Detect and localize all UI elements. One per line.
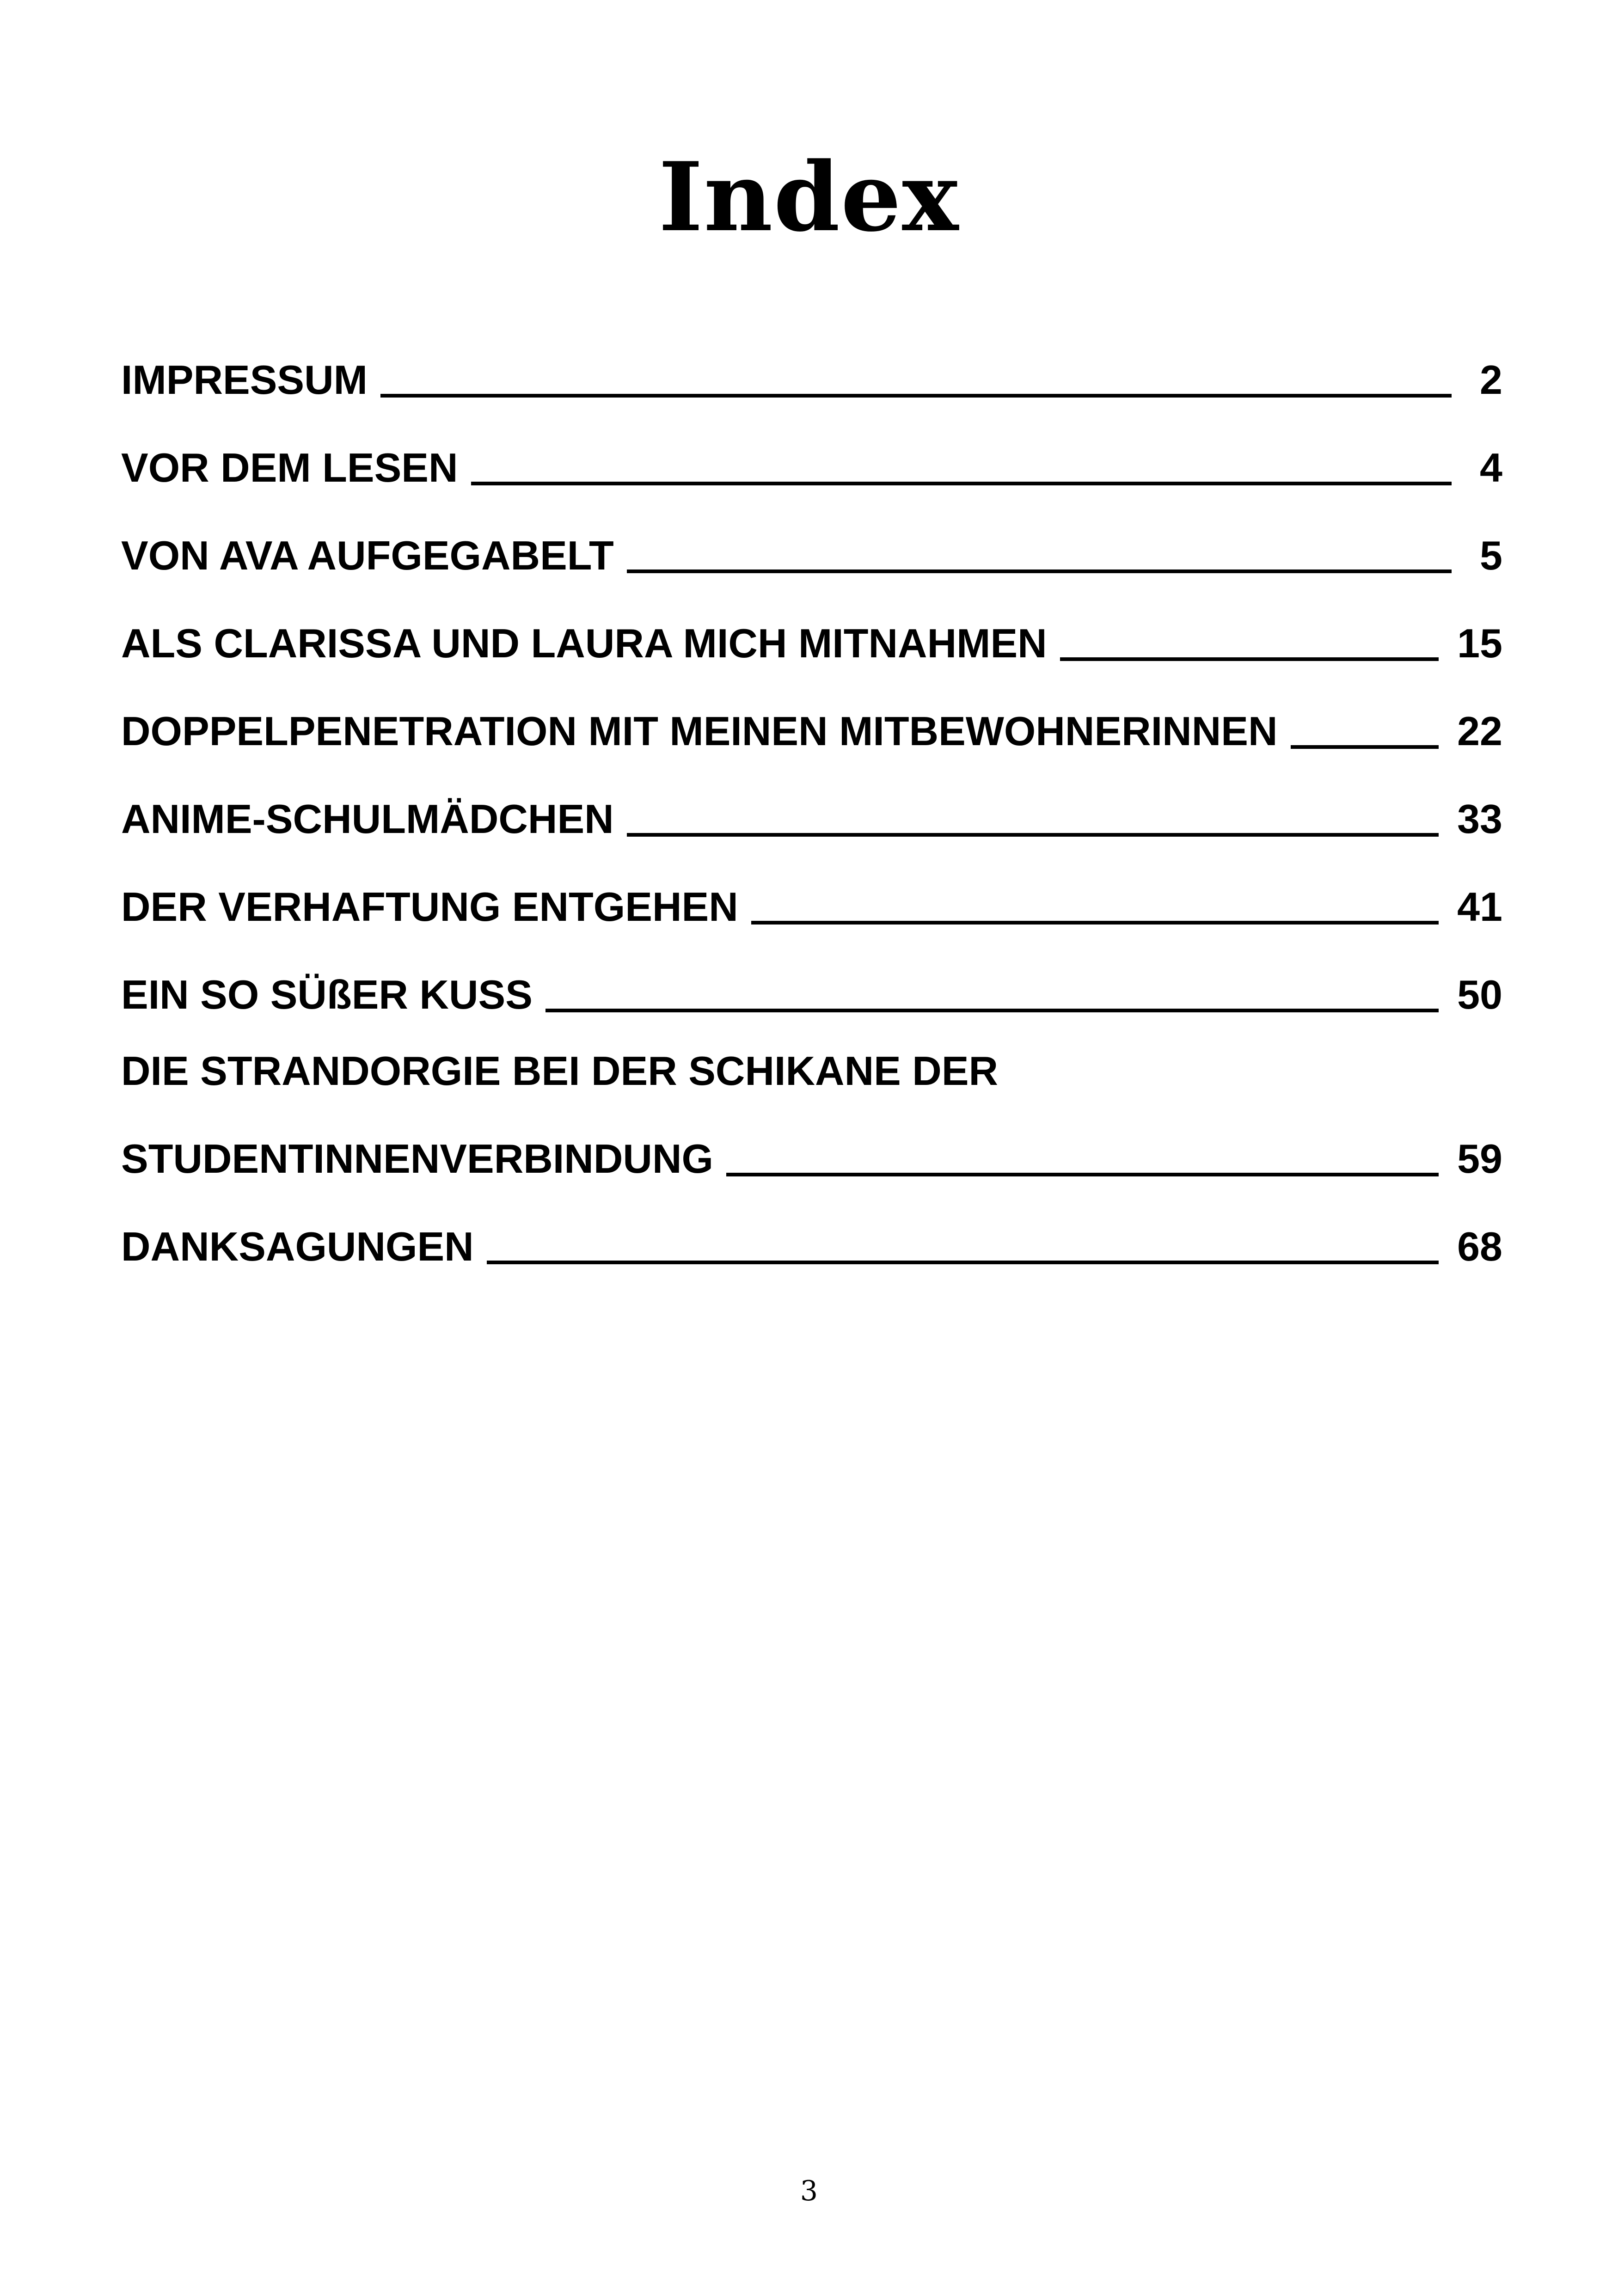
toc-leader-line [751,921,1439,925]
toc-leader-line [1291,745,1439,749]
page-title: Index [658,142,960,253]
toc-entry[interactable] [121,938,1502,1026]
toc-entry-first-line [121,1026,1502,1102]
toc-leader-line [471,482,1452,485]
toc-entry[interactable] [121,324,1502,411]
toc-entry-label: DER VERHAFTUNG ENTGEHEN [121,884,738,930]
toc-entry-page: 22 [1457,708,1502,754]
toc-leader-line [627,833,1439,837]
toc-entry-label: DOPPELPENETRATION MIT MEINEN MITBEWOHNERINNEN [121,708,1278,754]
page-number: 3 [800,2175,818,2207]
toc-entry-page: 5 [1480,533,1502,578]
toc-entry-label: ANIME-SCHULMÄDCHEN [121,796,614,842]
toc-leader-line [380,394,1452,398]
toc-entry-page: 50 [1457,972,1502,1017]
toc-entry-page: 2 [1480,357,1502,403]
toc-entry[interactable] [121,411,1502,499]
toc-entry-label: IMPRESSUM [121,357,368,403]
toc-entry-label: EIN SO SÜßER KUSS [121,972,533,1017]
toc-leader-line [487,1261,1439,1264]
toc-entry-label-line2: STUDENTINNENVERBINDUNG [121,1136,713,1182]
toc-entry-label: VON AVA AUFGEGABELT [121,533,614,578]
toc-entry-page: 33 [1457,796,1502,842]
toc-entry-page: 59 [1457,1136,1502,1182]
toc-leader-line [627,569,1452,573]
toc-entry-page: 41 [1457,884,1502,930]
toc-leader-line [545,1009,1439,1012]
toc-entry-page: 15 [1457,620,1502,666]
toc-entry[interactable] [121,1026,1502,1190]
toc-entry[interactable] [121,851,1502,938]
toc-entry[interactable] [121,763,1502,851]
toc-entry-label: ALS CLARISSA UND LAURA MICH MITNAHMEN [121,620,1047,666]
toc-leader-line [1060,657,1439,661]
toc-entry[interactable] [121,675,1502,763]
toc-entry-page: 68 [1457,1224,1502,1269]
toc-entry-second-line [121,1102,1502,1190]
toc-entry-page: 4 [1480,445,1502,490]
toc-entry-label: VOR DEM LESEN [121,445,458,490]
toc-entry-label-line1: DIE STRANDORGIE BEI DER SCHIKANE DER [121,1048,999,1094]
toc-leader-line [726,1173,1439,1176]
toc-entry-label: DANKSAGUNGEN [121,1224,474,1269]
toc-entry[interactable] [121,499,1502,587]
toc-entry[interactable] [121,587,1502,675]
table-of-contents [121,324,1502,1278]
toc-entry[interactable] [121,1190,1502,1278]
